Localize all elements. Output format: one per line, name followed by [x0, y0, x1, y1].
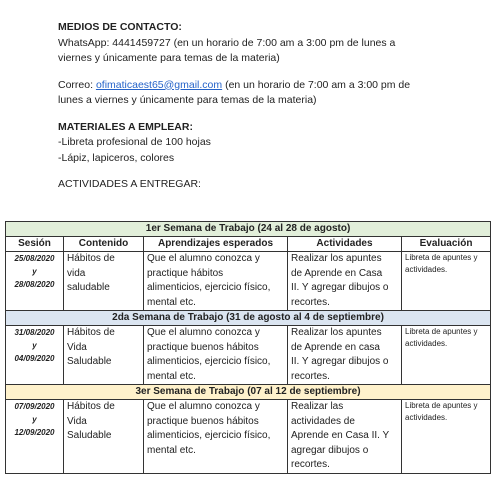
evaluacion-cell-line: Libreta de apuntes y	[405, 401, 478, 410]
sesion-cell-line: 28/08/2020	[14, 280, 55, 289]
aprendizajes-cell-line: Que el alumno conozca y	[147, 401, 260, 412]
aprendizajes-cell-line: Que el alumno conozca y	[147, 253, 260, 264]
email-prefix: Correo:	[58, 78, 96, 91]
actividades-cell-line: Realizar los apuntes	[291, 327, 382, 338]
email-line-2: lunes a viernes y únicamente para temas de la materia)	[58, 94, 317, 106]
contenido-cell-line: Hábitos de	[67, 253, 115, 264]
column-header: Actividades	[288, 237, 402, 252]
actividades-cell-line: Realizar los apuntes	[291, 253, 382, 264]
aprendizajes-cell-line: alimenticios, ejercicio físico,	[147, 430, 271, 441]
contenido-cell-line: Saludable	[67, 356, 112, 367]
actividades-cell-line: II. Y agregar dibujos o	[291, 356, 389, 367]
schedule-table	[5, 221, 491, 474]
sesion-cell-line: 12/09/2020	[14, 428, 55, 437]
material-item: -Libreta profesional de 100 hojas	[58, 136, 211, 148]
week-title: 3er Semana de Trabajo (07 al 12 de septiembre)	[6, 385, 491, 400]
aprendizajes-cell-line: Que el alumno conozca y	[147, 327, 260, 338]
evaluacion-cell-line: actividades.	[405, 339, 448, 348]
evaluacion-cell-line: actividades.	[405, 413, 448, 422]
week-title: 2da Semana de Trabajo (31 de agosto al 4 de septiembre)	[6, 311, 491, 326]
aprendizajes-cell-line: alimenticios, ejercicio físico,	[147, 356, 271, 367]
actividades-cell-line: actividades de	[291, 415, 355, 427]
evaluacion-cell	[402, 400, 491, 474]
aprendizajes-cell-line: practique buenos hábitos	[147, 415, 259, 427]
sesion-cell-line: y	[32, 341, 37, 350]
contenido-cell-line: vida	[67, 267, 86, 279]
aprendizajes-cell	[144, 326, 288, 385]
evaluacion-cell-line: actividades.	[405, 265, 448, 274]
aprendizajes-cell	[144, 400, 288, 474]
contenido-cell-line: Saludable	[67, 430, 112, 441]
evaluacion-cell	[402, 252, 491, 311]
table-row	[6, 326, 491, 385]
aprendizajes-cell-line: mental etc.	[147, 444, 196, 456]
week-header-row	[6, 222, 491, 237]
contenido-cell	[64, 400, 144, 474]
sesion-cell-line: 07/09/2020	[14, 402, 55, 411]
table-row	[6, 252, 491, 311]
sesion-cell	[6, 326, 64, 385]
aprendizajes-cell-line: practique hábitos	[147, 267, 224, 279]
sesion-cell-line: y	[32, 267, 37, 276]
contenido-cell-line: Hábitos de	[67, 327, 115, 338]
sesion-cell	[6, 400, 64, 474]
contenido-cell-line: Vida	[67, 415, 87, 427]
actividades-cell-line: recortes.	[291, 370, 330, 382]
actividades-cell-line: recortes.	[291, 296, 330, 308]
actividades-cell-line: de Aprende en casa	[291, 341, 380, 353]
material-item: -Lápiz, lapiceros, colores	[58, 151, 175, 164]
actividades-cell-line: de Aprende en Casa	[291, 267, 383, 279]
sesion-cell	[6, 252, 64, 311]
column-header: Aprendizajes esperados	[144, 237, 288, 252]
aprendizajes-cell-line: mental etc.	[147, 296, 196, 308]
contact-heading: MEDIOS DE CONTACTO:	[58, 21, 182, 33]
contenido-cell-line: saludable	[67, 282, 110, 293]
contenido-cell	[64, 252, 144, 311]
contenido-cell-line: Vida	[67, 341, 87, 353]
column-header-row	[6, 237, 491, 252]
evaluacion-cell	[402, 326, 491, 385]
email-link[interactable]: ofimaticaest65@gmail.com	[95, 78, 223, 91]
aprendizajes-cell-line: mental etc.	[147, 370, 196, 382]
sesion-cell-line: y	[32, 415, 37, 424]
activities-heading: ACTIVIDADES A ENTREGAR:	[58, 178, 201, 190]
aprendizajes-cell-line: practique buenos hábitos	[147, 341, 259, 353]
sesion-cell-line: 25/08/2020	[14, 254, 55, 263]
actividades-cell-line: Aprende en Casa II. Y	[291, 430, 390, 441]
aprendizajes-cell-line: alimenticios, ejercicio físico,	[147, 282, 271, 293]
table-row	[6, 400, 491, 474]
actividades-cell-line: Realizar las	[291, 401, 344, 412]
actividades-cell	[288, 400, 402, 474]
contenido-cell	[64, 326, 144, 385]
whatsapp-line-2: viernes y únicamente para temas de la materia)	[58, 52, 280, 64]
actividades-cell	[288, 252, 402, 311]
aprendizajes-cell	[144, 252, 288, 311]
week-header-row	[6, 385, 491, 400]
evaluacion-cell-line: Libreta de apuntes y	[405, 253, 478, 262]
sesion-cell-line: 04/09/2020	[14, 354, 55, 363]
column-header: Evaluación	[402, 237, 491, 252]
actividades-cell-line: II. Y agregar dibujos o	[291, 282, 389, 293]
actividades-cell	[288, 326, 402, 385]
email-line	[58, 78, 483, 94]
email-suffix: (en un horario de 7:00 am a 3:00 pm de	[222, 78, 411, 91]
contenido-cell-line: Hábitos de	[67, 401, 115, 412]
column-header: Contenido	[64, 237, 144, 252]
week-header-row	[6, 311, 491, 326]
materials-heading: MATERIALES A EMPLEAR:	[58, 120, 193, 133]
column-header: Sesión	[6, 237, 64, 252]
document-body	[58, 20, 483, 193]
actividades-cell-line: agregar dibujos o	[291, 444, 369, 456]
whatsapp-line-1: WhatsApp: 4441459727 (en un horario de 7:00 am a 3:00 pm de lunes a	[58, 36, 396, 49]
week-title: 1er Semana de Trabajo (24 al 28 de agosto)	[6, 222, 491, 237]
sesion-cell-line: 31/08/2020	[14, 328, 55, 337]
actividades-cell-line: recortes.	[291, 459, 330, 470]
evaluacion-cell-line: Libreta de apuntes y	[405, 327, 478, 336]
